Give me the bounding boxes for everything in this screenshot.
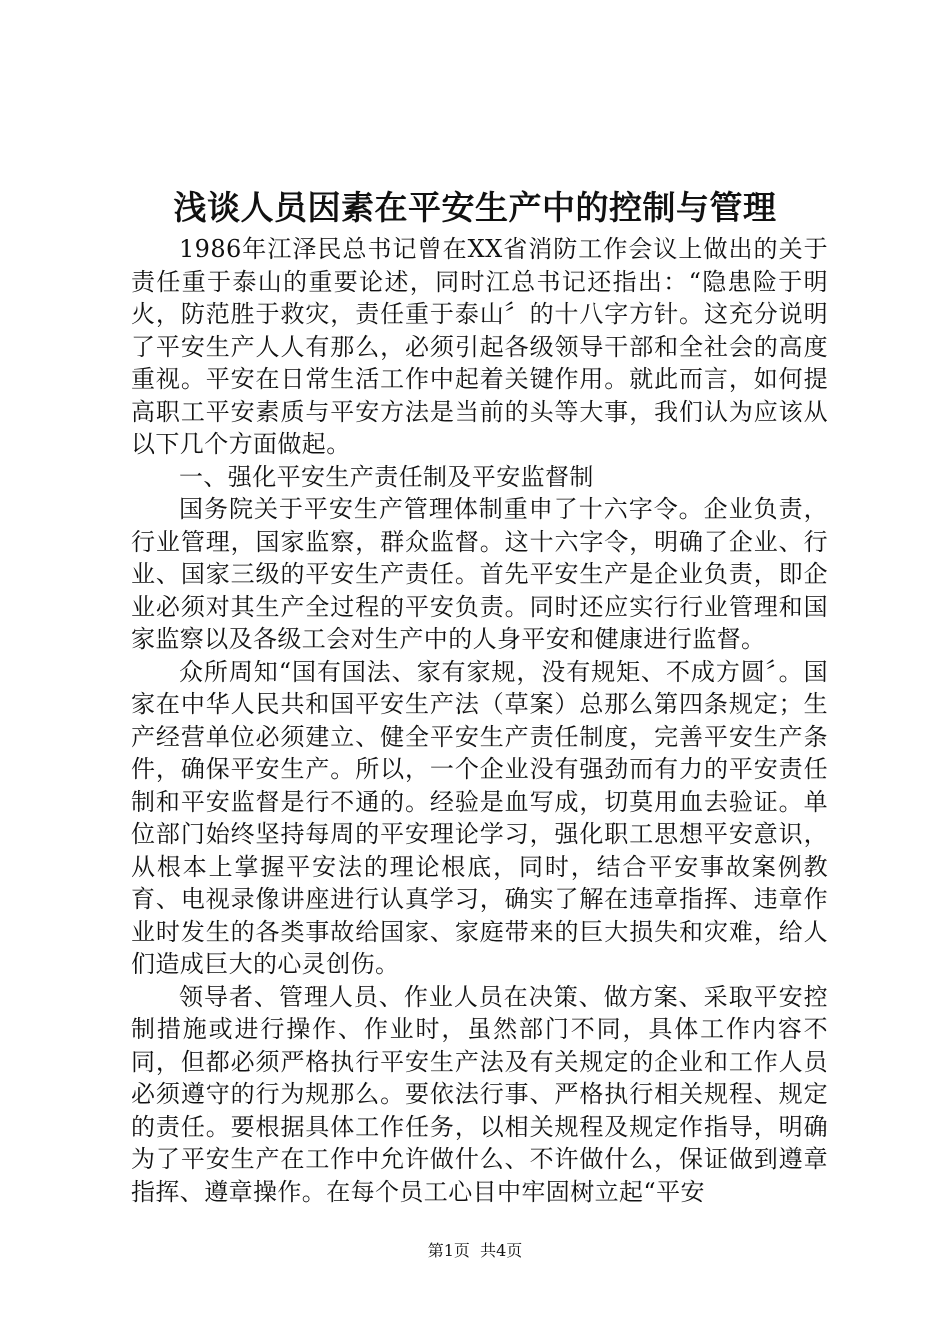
page-footer	[0, 1240, 950, 1262]
page-total: 共4页	[480, 1241, 523, 1260]
paragraph-intro: 1986年江泽民总书记曾在XX省消防工作会议上做出的关于责任重于泰山的重要论述，同时江总书记还指出：“隐患险于明火，防范胜于救灾，责任重于泰山〞的十八字方针。这充分说明了平安生产人人有那么，必须引起各级领导干部和全社会的高度重视。平安在日常生活工作中起着关键作用。就此而言，如何提高职工平安素质与平安方法是当前的头等大事，我们认为应该从以下几个方面做起。	[131, 235, 828, 458]
paragraph-leaders: 领导者、管理人员、作业人员在决策、做方案、采取平安控制措施或进行操作、作业时，虽然部门不同，具体工作内容不同，但都必须严格执行平安生产法及有关规定的企业和工作人员必须遵守的行为规那么。要依法行事、严格执行相关规程、规定的责任。要根据具体工作任务，以相关规程及规定作指导，明确为了平安生产在工作中允许做什么、不许做什么，保证做到遵章指挥、遵章操作。在每个员工心目中牢固树立起“平安	[131, 982, 828, 1206]
page-number: 第1页	[427, 1241, 470, 1260]
paragraph-state-council: 国务院关于平安生产管理体制重申了十六字令。企业负责，行业管理，国家监察，群众监督。这十六字令，明确了企业、行业、国家三级的平安生产责任。首先平安生产是企业负责，即企业必须对其生产全过程的平安负责。同时还应实行行业管理和国家监察以及各级工会对生产中的人身平安和健康进行监督。	[131, 495, 828, 653]
section-heading: 一、强化平安生产责任制及平安监督制	[179, 462, 594, 491]
document-title: 浅谈人员因素在平安生产中的控制与管理	[173, 188, 777, 227]
paragraph-rules: 众所周知“国有国法、家有家规，没有规矩、不成方圆〞。国家在中华人民共和国平安生产法（草案）总那么第四条规定；生产经营单位必须建立、健全平安生产责任制度，完善平安生产条件，确保平安生产。所以，一个企业没有强劲而有力的平安责任制和平安监督是行不通的。经验是血写成，切莫用血去验证。单位部门始终坚持每周的平安理论学习，强化职工思想平安意识，从根本上掌握平安法的理论根底，同时，结合平安事故案例教育、电视录像讲座进行认真学习，确实了解在违章指挥、违章作业时发生的各类事故给国家、家庭带来的巨大损失和灾难，给人们造成巨大的心灵创伤。	[131, 657, 828, 978]
document-body	[131, 233, 828, 1208]
